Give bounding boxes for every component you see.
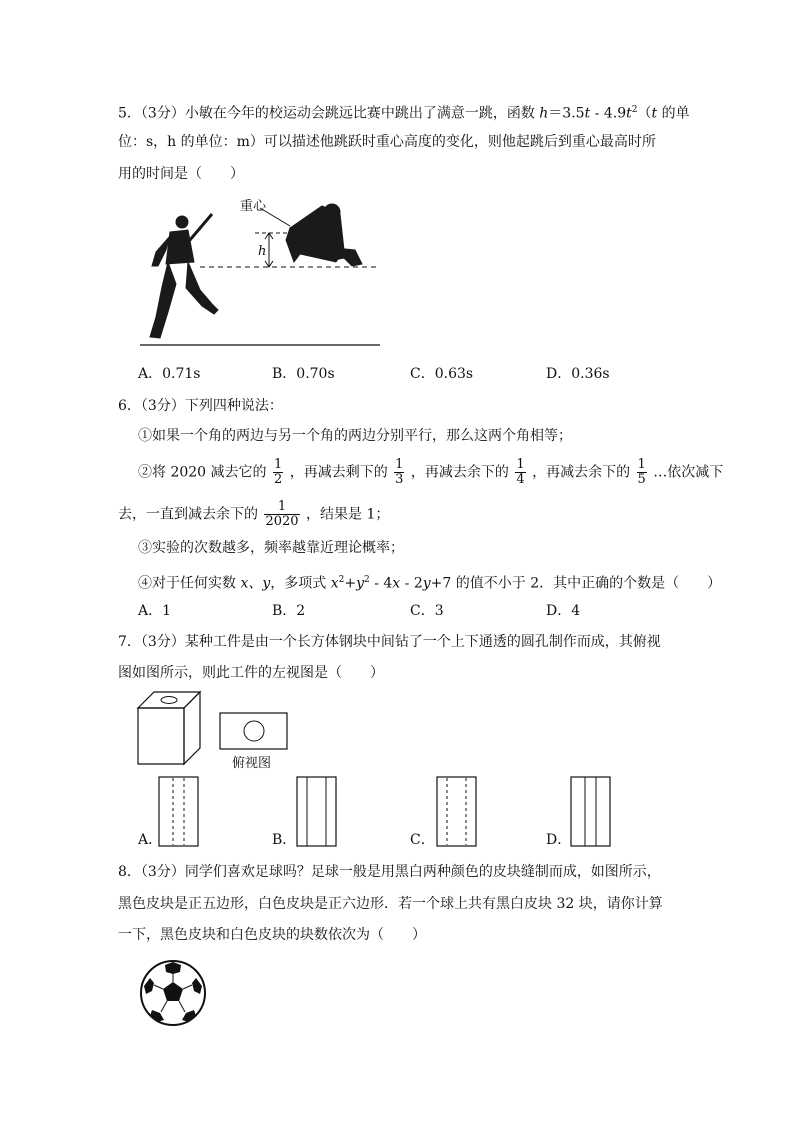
q7-option-b-figure[interactable] — [296, 776, 338, 848]
q7-line-2: 图如图所示，则此工件的左视图是（ ） — [118, 665, 384, 681]
jumper-silhouette — [286, 204, 362, 266]
q6-item-3: ③实验的次数越多，频率越靠近理论概率； — [138, 540, 404, 556]
soccer-ball-figure — [138, 958, 208, 1028]
center-of-mass-label: 重心 — [240, 199, 267, 214]
q6-text: ，多项式 — [270, 575, 331, 592]
numerator: 1 — [516, 457, 525, 472]
q7-option-a[interactable]: A． — [138, 832, 163, 848]
q6-option-a[interactable]: A．1 — [138, 603, 172, 619]
denominator: 2 — [273, 472, 283, 487]
q5-line-2: 位：s，h 的单位：m）可以描述他跳跃时重心高度的变化，则他起跳后到重心最高时所 — [118, 134, 656, 150]
q6-text: - 4 — [369, 575, 393, 592]
q6-option-d[interactable]: D．4 — [546, 603, 581, 619]
q7-option-c-figure[interactable] — [436, 776, 478, 848]
numerator: 1 — [395, 457, 404, 472]
q6-option-c[interactable]: C．3 — [410, 603, 444, 619]
plus-sign: + — [344, 575, 357, 592]
q6-option-b[interactable]: B．2 — [272, 603, 306, 619]
q5-minus: - 4.9 — [590, 105, 627, 122]
q6-text: ②将 2020 减去它的 — [138, 464, 267, 481]
steel-block-3d-figure — [136, 690, 206, 766]
numerator: 1 — [264, 500, 299, 515]
q6-item-4 — [138, 570, 721, 594]
var-h: h — [539, 105, 549, 122]
q5-text: 5．（3分）小敏在今年的校运动会跳远比赛中跳出了满意一跳，函数 — [118, 105, 540, 122]
denominator: 3 — [395, 472, 404, 487]
height-label: h — [258, 244, 267, 259]
q6-item-2-cont — [118, 500, 389, 529]
q6-text: - 2 — [400, 575, 423, 592]
q7-option-b[interactable]: B． — [272, 832, 297, 848]
q7-line-1: 7．（3分）某种工件是由一个长方体钢块中间钻了一个上下通透的圆孔制作而成，其俯视 — [118, 634, 661, 650]
q8-line-3: 一下，黑色皮块和白色皮块的块数依次为（ ） — [118, 927, 426, 943]
fraction — [637, 458, 647, 487]
vars-xy: x、y — [240, 575, 271, 592]
paren: （ — [637, 105, 652, 122]
var-y: y — [356, 575, 365, 592]
q6-text: ，再减去余下的 — [410, 464, 509, 481]
denominator: 4 — [516, 472, 525, 487]
q7-option-d[interactable]: D． — [546, 832, 572, 848]
var-y: y — [422, 575, 431, 592]
fraction — [394, 458, 404, 487]
q5-line-3: 用的时间是（ ） — [118, 166, 244, 182]
q5-option-c[interactable]: C．0.63s — [410, 366, 474, 382]
var-x: x — [330, 575, 339, 592]
q6-item-1: ①如果一个角的两边与另一个角的两边分别平行，那么这两个角相等； — [138, 428, 572, 444]
q6-text: ④对于任何实数 — [138, 575, 241, 592]
q6-text: ，结果是 1； — [306, 506, 390, 523]
fraction — [273, 458, 283, 487]
fraction — [264, 500, 299, 529]
runner-silhouette — [150, 214, 218, 338]
q8-line-1: 8．（3分）同学们喜欢足球吗？足球一般是用黑白两种颜色的皮块缝制而成，如图所示， — [118, 864, 661, 880]
numerator: 1 — [637, 457, 646, 472]
fraction — [515, 458, 525, 487]
q5-option-b[interactable]: B．0.70s — [272, 366, 335, 382]
q5-eq: ＝3.5 — [548, 105, 585, 122]
q5-option-d[interactable]: D．0.36s — [546, 366, 610, 382]
exponent: 2 — [364, 575, 370, 585]
denominator: 2020 — [265, 514, 299, 529]
q5-text: 的单 — [657, 105, 690, 122]
q6-text: ，再减去余下的 — [532, 464, 631, 481]
top-view-label: 俯视图 — [232, 756, 272, 771]
q5-option-a[interactable]: A．0.71s — [138, 366, 201, 382]
q7-option-c[interactable]: C． — [410, 832, 435, 848]
q5-line-1 — [118, 100, 690, 124]
exponent: 2 — [338, 575, 345, 585]
numerator: 1 — [273, 457, 283, 472]
var-t: t — [626, 105, 632, 122]
q6-text: ，再减去剩下的 — [289, 464, 388, 481]
q6-line-1: 6．（3分）下列四种说法： — [118, 398, 283, 414]
exponent: 2 — [631, 105, 638, 115]
q7-option-a-figure[interactable] — [158, 776, 200, 848]
var-t: t — [651, 105, 658, 122]
var-t: t — [584, 105, 591, 122]
long-jump-figure — [140, 192, 385, 352]
q6-text: …依次减下 — [653, 464, 724, 481]
q6-item-2 — [138, 458, 723, 487]
q6-text: +7 的值不小于 2．其中正确的个数是（ ） — [430, 575, 722, 592]
top-view-figure — [219, 712, 289, 752]
q8-line-2: 黑色皮块是正五边形，白色皮块是正六边形．若一个球上共有黑白皮块 32 块，请你计算 — [118, 896, 663, 912]
denominator: 5 — [637, 472, 646, 487]
var-x: x — [392, 575, 401, 592]
q6-text: 去，一直到减去余下的 — [118, 506, 258, 523]
q7-option-d-figure[interactable] — [570, 776, 612, 848]
